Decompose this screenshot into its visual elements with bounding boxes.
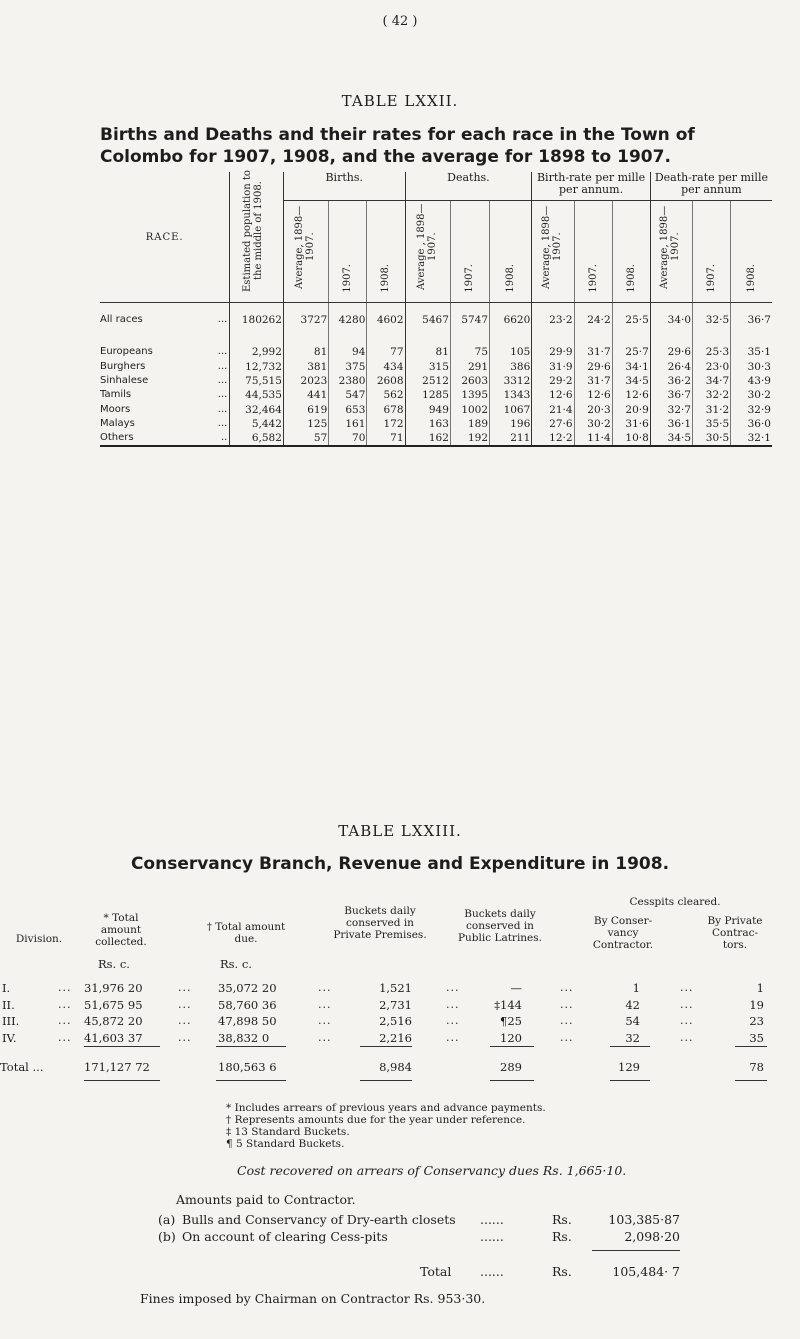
birth-rate-1907-cell: 12·6 [574,388,612,402]
deaths-1908-cell: 1067 [490,402,532,416]
death-rate-1908-cell: 32·1 [731,431,772,446]
births-1908-cell: 2608 [367,374,405,388]
leader-dots: ... [446,1014,460,1027]
death-rate-1907-cell: 35·5 [693,417,731,431]
birth-rate-average-cell: 23·2 [532,303,574,328]
birth-rate-average-cell: 21·4 [532,402,574,416]
birth-rate-1907-header: 1907. [574,201,612,303]
births-header: Births. [283,172,405,201]
payments-total-dots: ...... [480,1264,504,1279]
death-rate-1907-cell: 23·0 [693,360,731,374]
death-rate-1907-cell: 34·7 [693,374,731,388]
conservancy-contractor-value: 54 [625,1014,640,1028]
births-average-cell: 619 [283,402,328,416]
population-cell: 12,732 [230,360,284,374]
birth-rate-average-cell: 27·6 [532,417,574,431]
cost-recovered-line: Cost recovered on arrears of Conservancy dues Rs. 1,665·10. [237,1163,627,1178]
division-header: Division. [15,933,63,945]
deaths-average-cell: 5467 [405,303,450,328]
births-1907-cell: 375 [329,360,367,374]
payment-b-amount: 2,098·20 [624,1229,680,1244]
leader-dots: ... [178,997,192,1011]
payment-b-mark: (b) [158,1229,176,1244]
total-due-header: † Total amount due. [206,921,286,945]
private-contractors-value: 1 [756,981,764,995]
total-collected: 171,127 72 [84,1060,150,1074]
due-amount: 47,898 50 [218,1014,277,1028]
birth-rate-average-header: Average, 1898—1907. [532,201,574,303]
birth-rate-1908-cell: 34·5 [612,374,650,388]
division-label: IV. [2,1030,17,1045]
race-name: Others .. [100,431,230,446]
collected-amount: 51,675 95 [84,997,143,1012]
buckets-public-value: ¶25 [500,1014,522,1028]
footnote-5-buckets: ¶ 5 Standard Buckets. [226,1138,345,1150]
births-average-cell: 81 [283,345,328,359]
birth-rate-average-cell: 29·9 [532,345,574,359]
total-collected-header: * Total amount collected. [95,912,147,948]
death-rate-header: Death-rate per mille per annum [650,172,772,201]
table-73-label: TABLE LXXIII. [338,822,462,840]
conservancy-contractor-value: 32 [625,1030,640,1045]
conservancy-contractor-value: 1 [632,981,640,995]
private-contractors-value: 23 [749,1014,764,1028]
birth-rate-1907-cell: 11·4 [574,431,612,446]
death-rate-average-cell: 32·7 [650,402,692,416]
deaths-1907-cell: 1395 [450,388,489,402]
deaths-1908-cell: 386 [490,360,532,374]
death-rate-1908-header: 1908. [731,201,772,303]
births-average-cell: 57 [283,431,328,446]
payment-a-dots: ...... [480,1212,504,1227]
buckets-private-value: 2,216 [379,1030,412,1045]
death-rate-1908-cell: 36·7 [731,303,772,328]
payments-heading: Amounts paid to Contractor. [176,1192,356,1207]
race-name: Tamils ... [100,389,228,401]
footnote-amounts-due: † Represents amounts due for the year under reference. [226,1114,526,1126]
due-units: Rs. c. [220,957,252,971]
birth-rate-1908-cell: 31·6 [612,417,650,431]
births-average-cell: 3727 [283,303,328,328]
birth-rate-average-cell: 29·2 [532,374,574,388]
race-row [100,374,772,388]
collected-units: Rs. c. [98,957,130,971]
leader-dots: ... [178,981,192,994]
births-1908-cell: 678 [367,402,405,416]
death-rate-1908-cell: 35·1 [731,345,772,359]
deaths-1907-cell: 2603 [450,374,489,388]
leader-dots: ... [560,981,574,994]
private-contractors-value: 35 [749,1030,764,1045]
death-rate-average-cell: 29·6 [650,345,692,359]
death-rate-1907-cell: 25·3 [693,345,731,359]
deaths-1908-cell: 196 [490,417,532,431]
births-1908-cell: 172 [367,417,405,431]
private-contractors-header: By Private Contrac- tors. [707,915,763,951]
race-name: Moors ... [100,403,228,415]
birth-rate-1908-cell: 25·7 [612,345,650,359]
death-rate-1908-cell: 30·2 [731,388,772,402]
birth-rate-average-cell: 12·6 [532,388,574,402]
payment-a-amount: 103,385·87 [608,1212,680,1227]
population-cell: 5,442 [230,417,284,431]
leader-dots: ... [318,1030,332,1044]
death-rate-average-cell: 34·0 [650,303,692,328]
race-row [100,388,772,402]
births-1907-cell: 94 [329,345,367,359]
leader-dots: ... [680,997,694,1011]
leader-dots: ... [178,1030,192,1044]
births-1907-cell: 653 [329,402,367,416]
payment-b-text: On account of clearing Cess-pits [182,1229,388,1244]
payment-b-dots: ...... [480,1229,504,1244]
collected-amount: 41,603 37 [84,1030,143,1045]
death-rate-1908-cell: 43·9 [731,374,772,388]
total-private: 8,984 [379,1060,412,1074]
birth-rate-1908-header: 1908. [612,201,650,303]
payments-total-currency: Rs. [552,1264,572,1279]
table-72-label: TABLE LXXII. [341,92,459,110]
deaths-average-cell: 315 [405,360,450,374]
population-header: Estimated population to the middle of 1908. [230,172,284,303]
race-row [100,417,772,431]
deaths-1907-cell: 5747 [450,303,489,328]
birth-rate-1907-cell: 31·7 [574,345,612,359]
deaths-1908-cell: 6620 [490,303,532,328]
payment-a-currency: Rs. [552,1212,572,1227]
deaths-1908-cell: 1343 [490,388,532,402]
birth-rate-1908-cell: 10·8 [612,431,650,446]
birth-rate-1907-cell: 20·3 [574,402,612,416]
births-1908-cell: 4602 [367,303,405,328]
births-deaths-table [100,172,772,447]
deaths-1907-cell: 291 [450,360,489,374]
payment-b-currency: Rs. [552,1229,572,1244]
deaths-header: Deaths. [405,172,532,201]
births-1907-cell: 161 [329,417,367,431]
deaths-1908-header: 1908. [490,201,532,303]
death-rate-average-cell: 36·2 [650,374,692,388]
population-cell: 6,582 [230,431,284,446]
births-1908-cell: 562 [367,388,405,402]
death-rate-1907-cell: 31·2 [693,402,731,416]
total-division: Total ... [0,1060,44,1074]
births-average-cell: 441 [283,388,328,402]
population-cell: 2,992 [230,345,284,359]
buckets-private-value: 1,521 [379,981,412,995]
buckets-public-header: Buckets daily conserved in Public Latrines. [457,908,542,944]
buckets-public-value: ‡144 [494,997,522,1012]
leader-dots: ... [318,981,332,994]
births-1907-header: 1907. [329,201,367,303]
race-row [100,431,772,446]
birth-rate-average-cell: 12·2 [532,431,574,446]
race-row [100,360,772,374]
buckets-private-value: 2,731 [379,997,412,1012]
leader-dots: ... [318,997,332,1011]
fines-line: Fines imposed by Chairman on Contractor Rs. 953·30. [140,1291,486,1306]
leader-dots: ... [58,997,72,1011]
death-rate-average-header: Average, 1898—1907. [650,201,692,303]
buckets-public-value: — [510,981,522,995]
births-1908-cell: 71 [367,431,405,446]
private-contractors-value: 19 [749,997,764,1012]
deaths-1908-cell: 3312 [490,374,532,388]
birth-rate-1908-cell: 12·6 [612,388,650,402]
race-row [100,402,772,416]
birth-rate-1908-cell: 34·1 [612,360,650,374]
leader-dots: ... [446,1030,460,1044]
deaths-1907-cell: 189 [450,417,489,431]
deaths-1907-header: 1907. [450,201,489,303]
leader-dots: ... [680,1030,694,1044]
leader-dots: ... [178,1014,192,1027]
deaths-average-cell: 1285 [405,388,450,402]
payment-a-mark: (a) [158,1212,176,1227]
deaths-1907-cell: 192 [450,431,489,446]
collected-amount: 31,976 20 [84,981,143,995]
race-name: Burghers ... [100,360,228,372]
leader-dots: ... [680,981,694,994]
buckets-public-value: 120 [500,1030,522,1045]
death-rate-average-cell: 36·1 [650,417,692,431]
total-due: 180,563 6 [218,1060,277,1074]
race-row [100,345,772,359]
race-name: All races ... [100,314,228,326]
death-rate-1908-cell: 32·9 [731,402,772,416]
deaths-1908-cell: 105 [490,345,532,359]
leader-dots: ... [560,1030,574,1044]
race-header: RACE. [100,172,230,303]
births-1907-cell: 2380 [329,374,367,388]
deaths-1907-cell: 1002 [450,402,489,416]
death-rate-1907-cell: 30·5 [693,431,731,446]
population-cell: 180262 [230,303,284,328]
birth-rate-1907-cell: 29·6 [574,360,612,374]
cesspits-header: Cesspits cleared. [629,896,721,908]
leader-dots: ... [560,1014,574,1027]
page-number: ( 42 ) [382,14,418,29]
deaths-average-cell: 163 [405,417,450,431]
deaths-average-header: Average , 1898—1907. [405,201,450,303]
population-cell: 32,464 [230,402,284,416]
division-label: III. [2,1014,20,1028]
buckets-private-header: Buckets daily conserved in Private Premises. [333,905,427,941]
births-1908-cell: 77 [367,345,405,359]
birth-rate-1907-cell: 31·7 [574,374,612,388]
leader-dots: ... [318,1014,332,1027]
leader-dots: ... [560,997,574,1011]
race-name: Europeans ... [100,346,228,358]
deaths-average-cell: 81 [405,345,450,359]
deaths-average-cell: 162 [405,431,450,446]
birth-rate-1908-cell: 20·9 [612,402,650,416]
death-rate-average-cell: 36·7 [650,388,692,402]
footnote-arrears: * Includes arrears of previous years and advance payments. [226,1102,546,1114]
deaths-average-cell: 949 [405,402,450,416]
births-average-cell: 2023 [283,374,328,388]
births-average-header: Average, 1898—1907. [283,201,328,303]
deaths-1908-cell: 211 [490,431,532,446]
death-rate-1907-cell: 32·2 [693,388,731,402]
death-rate-1907-header: 1907. [693,201,731,303]
leader-dots: ... [58,981,72,994]
leader-dots: ... [446,981,460,994]
births-1907-cell: 70 [329,431,367,446]
conservancy-contractor-value: 42 [625,997,640,1012]
due-amount: 35,072 20 [218,981,277,995]
due-amount: 58,760 36 [218,997,277,1012]
footnote-13-buckets: ‡ 13 Standard Buckets. [226,1126,350,1138]
due-amount: 38,832 0 [218,1030,270,1045]
table-72-caption: Births and Deaths and their rates for each race in the Town of Colombo for 1907, 1908, and the average for 1898 to 1907. [100,125,695,167]
total-private-contractors: 78 [749,1060,764,1074]
death-rate-1908-cell: 30·3 [731,360,772,374]
births-1908-header: 1908. [367,201,405,303]
births-1907-cell: 4280 [329,303,367,328]
division-label: II. [2,997,15,1012]
death-rate-average-cell: 26·4 [650,360,692,374]
birth-rate-header: Birth-rate per mille per annum. [532,172,651,201]
death-rate-1908-cell: 36·0 [731,417,772,431]
births-average-cell: 381 [283,360,328,374]
deaths-1907-cell: 75 [450,345,489,359]
all-races-row [100,303,772,328]
birth-rate-1907-cell: 24·2 [574,303,612,328]
leader-dots: ... [58,1014,72,1027]
table-73-caption: Conservancy Branch, Revenue and Expenditure in 1908. [130,854,670,874]
birth-rate-1908-cell: 25·5 [612,303,650,328]
total-conservancy: 129 [618,1060,640,1074]
collected-amount: 45,872 20 [84,1014,143,1028]
births-1908-cell: 434 [367,360,405,374]
leader-dots: ... [680,1014,694,1027]
death-rate-average-cell: 34·5 [650,431,692,446]
conservancy-contractor-header: By Conser- vancy Contractor. [592,915,654,951]
population-cell: 44,535 [230,388,284,402]
race-name: Malays ... [100,417,228,429]
leader-dots: ... [446,997,460,1011]
death-rate-1907-cell: 32·5 [693,303,731,328]
births-average-cell: 125 [283,417,328,431]
buckets-private-value: 2,516 [379,1014,412,1028]
total-public: 289 [500,1060,522,1074]
birth-rate-average-cell: 31·9 [532,360,574,374]
payment-a-text: Bulls and Conservancy of Dry-earth closets [182,1212,456,1227]
payments-total-amount: 105,484· 7 [612,1264,680,1279]
leader-dots: ... [58,1030,72,1044]
division-label: I. [2,981,11,995]
race-name: Sinhalese ... [100,375,228,387]
births-1907-cell: 547 [329,388,367,402]
payments-total-label: Total [420,1264,452,1279]
deaths-average-cell: 2512 [405,374,450,388]
birth-rate-1907-cell: 30·2 [574,417,612,431]
population-cell: 75,515 [230,374,284,388]
